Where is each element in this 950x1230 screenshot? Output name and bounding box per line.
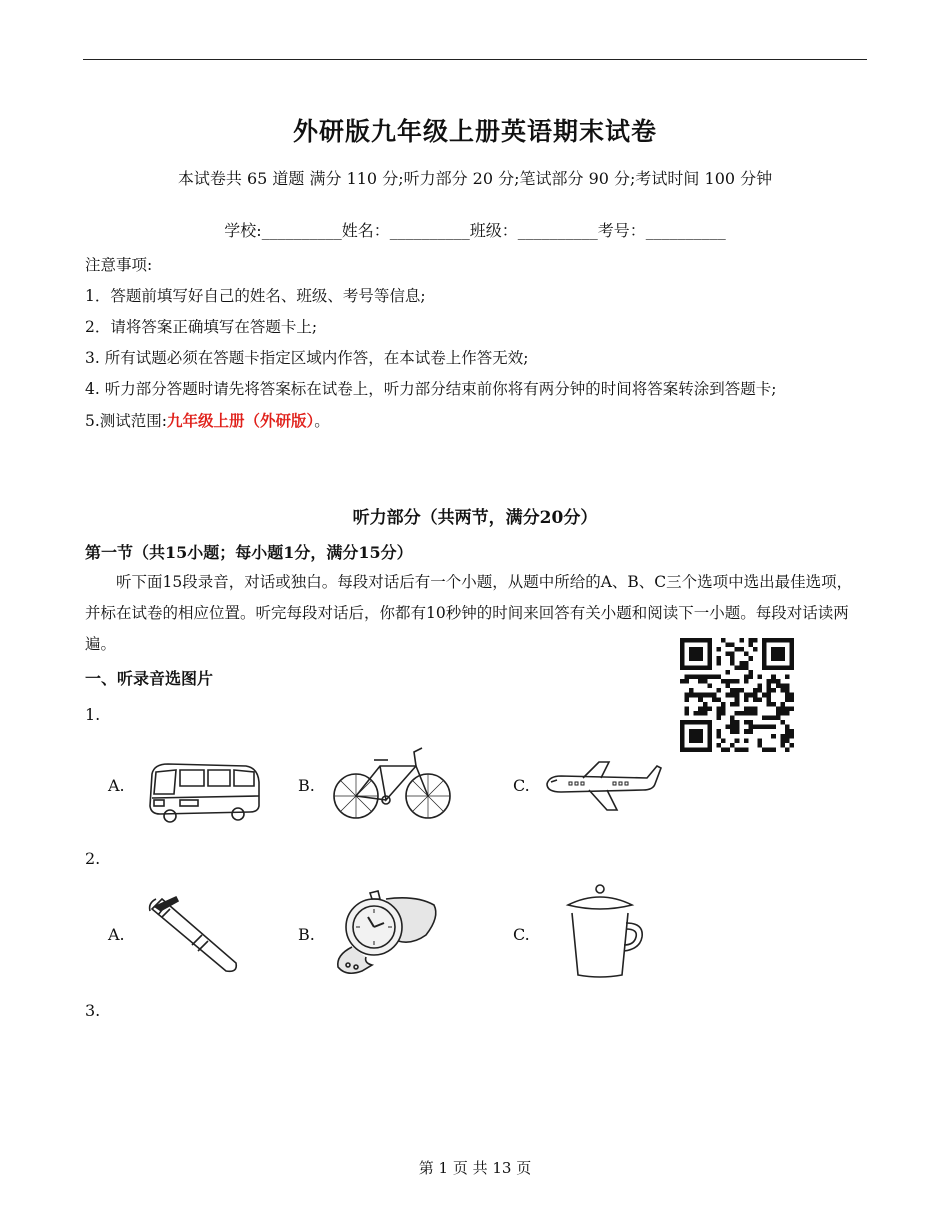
question-number: 2. — [85, 849, 101, 868]
bus-image — [146, 760, 262, 824]
listening-section-title: 听力部分（共两节，满分20分） — [352, 508, 598, 528]
scope-prefix: 5.测试范围: — [85, 412, 168, 430]
note-item-scope — [85, 405, 776, 436]
scope-value: 九年级上册（外研版） — [167, 411, 315, 430]
option-label: B. — [298, 925, 315, 944]
note-item: 4. 听力部分答题时请先将答案标在试卷上，听力部分结束前你将有两分钟的时间将答案转涂到答题卡; — [85, 380, 777, 398]
listening-instructions: 听下面15段录音，对话或独白。每段对话后有一个小题，从题中所给的A、B、C三个选项中选出最佳选项，并标在试卷的相应位置。听完每段对话后，你都有10秒钟的时间来回答有关小题和阅读下一小题。每段对话读两遍。 — [85, 573, 853, 653]
exam-summary: 本试卷共 65 道题 满分 110 分;听力部分 20 分;笔试部分 90 分;考试时间 100 分钟 — [177, 169, 773, 188]
note-item: 2．请将答案正确填写在答题卡上; — [85, 318, 318, 336]
question-number: 3. — [85, 1001, 101, 1020]
pen-image — [146, 895, 242, 979]
page-title: 外研版九年级上册英语期末试卷 — [292, 117, 657, 146]
note-item: 3. 所有试题必须在答题卡指定区域内作答，在本试卷上作答无效; — [85, 349, 529, 367]
option-label: A. — [108, 776, 125, 795]
notes-heading: 注意事项: — [85, 256, 153, 274]
qr-code-image — [680, 638, 794, 752]
option-label: C. — [513, 776, 530, 795]
scope-suffix: 。 — [314, 412, 330, 430]
question-number: 1. — [85, 705, 101, 724]
option-label: C. — [513, 925, 530, 944]
airplane-image — [543, 760, 665, 812]
page-footer: 第 1 页 共 13 页 — [418, 1159, 532, 1177]
note-item: 1．答题前填写好自己的姓名、班级、考号等信息; — [85, 287, 426, 305]
subsection-heading: 一、听录音选图片 — [85, 669, 214, 688]
bicycle-image — [330, 744, 454, 822]
option-label: B. — [298, 776, 315, 795]
cup-image — [560, 883, 648, 981]
notes-block — [85, 250, 776, 436]
option-label: A. — [108, 925, 125, 944]
part-one-heading: 第一节（共15小题；每小题1分，满分15分） — [85, 543, 413, 562]
header-rule — [83, 59, 867, 60]
watch-image — [326, 885, 442, 981]
student-info-line: 学校:__________姓名：__________班级：__________考号：__________ — [224, 221, 726, 240]
